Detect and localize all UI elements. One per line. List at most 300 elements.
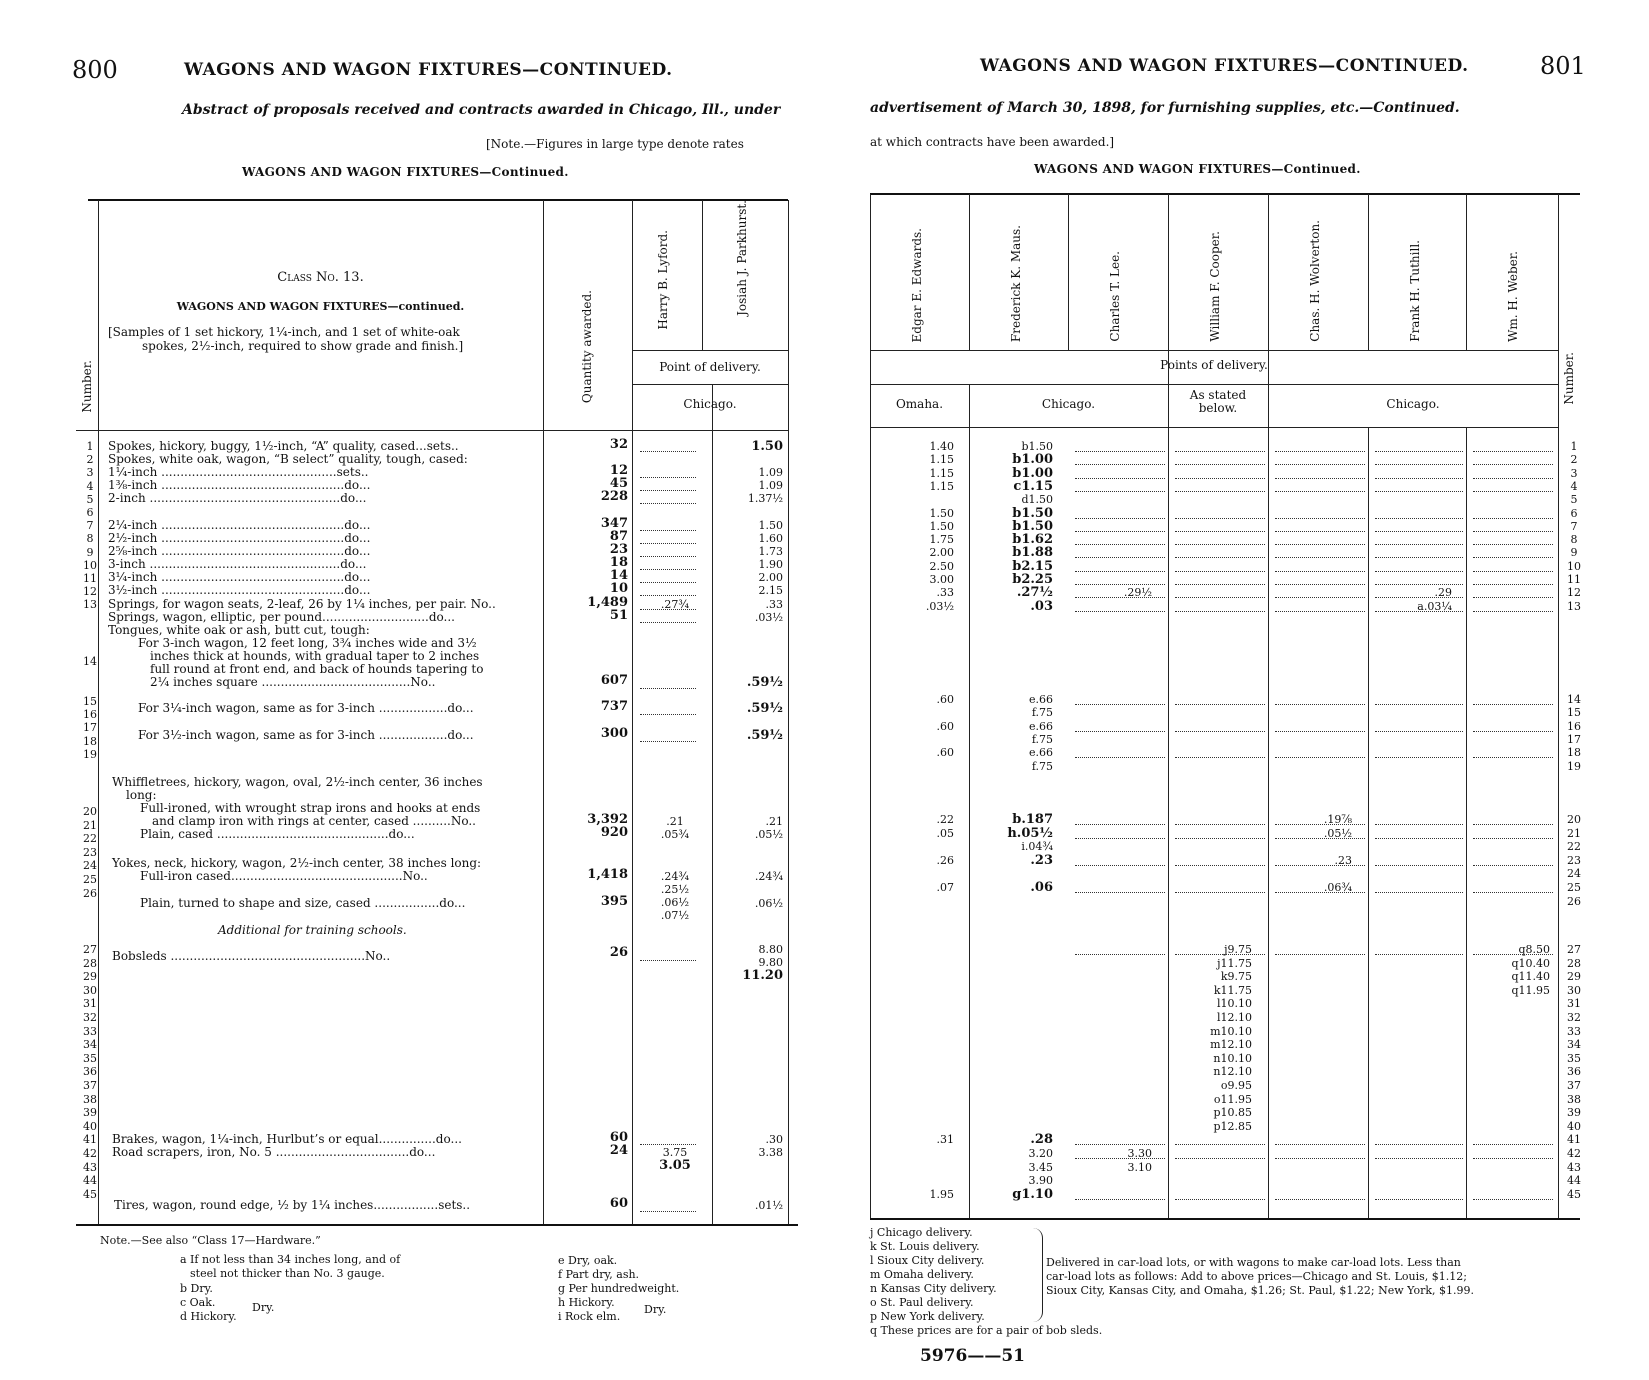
leader-dots (1075, 451, 1165, 452)
parkhurst-bid: 1.90 (758, 558, 783, 571)
leader-dots (1275, 731, 1365, 732)
lyford-bid: .27¾ (660, 598, 690, 611)
row-number: 40 (83, 1119, 97, 1133)
yokes-line-1: Yokes, neck, hickory, wagon, 2½-inch center, 38 inches long: (112, 856, 482, 870)
maus-bid: d1.50 (1021, 493, 1053, 507)
edwards-bid: .22 (936, 813, 954, 826)
parkhurst-bid: .33 (765, 598, 783, 611)
footnote-b: b Dry. (180, 1282, 213, 1295)
page-number-left: 800 (72, 56, 118, 84)
leader-dots (1375, 451, 1463, 452)
leader-dots (1075, 611, 1165, 612)
row-number: 31 (83, 997, 97, 1011)
row-number: 44 (83, 1174, 97, 1188)
row-number: 25 (1567, 881, 1581, 894)
cooper-bid: o9.95 (1220, 1079, 1252, 1092)
leader-dots (1375, 892, 1463, 893)
leader-dots (1473, 544, 1553, 545)
footnote-carload-1: Delivered in car-load lots, or with wagons to make car-load lots. Less than (1046, 1256, 1461, 1269)
row-number: 33 (83, 1024, 97, 1038)
leader-dots (1275, 865, 1365, 866)
advert-line: advertisement of March 30, 1898, for furnishing supplies, etc.—Continued. (870, 100, 1460, 116)
item-description: Spokes, white oak, wagon, “B select” quality, tough, cased: (108, 452, 468, 466)
col-rule (1168, 194, 1169, 1218)
row-number: 19 (1567, 759, 1581, 773)
edwards-bid: .31 (936, 1133, 954, 1147)
leader-dots (1275, 464, 1365, 465)
edwards-bid: .60 (936, 746, 954, 760)
lyford-bid: .06½ (660, 896, 690, 909)
row-number: 43 (83, 1160, 97, 1174)
leader-dots (1075, 464, 1165, 465)
leader-dots (1175, 557, 1265, 558)
row-number: 7 (1570, 519, 1578, 533)
cooper-bid: j11.75 (1217, 956, 1252, 970)
row-number: 27 (1567, 943, 1581, 956)
bidder-name: Chas. H. Wolverton. (1308, 220, 1322, 342)
footnote-k: k St. Louis delivery. (870, 1240, 980, 1253)
parkhurst-bid: .21 (765, 815, 783, 828)
cooper-bid: m10.10 (1210, 1024, 1252, 1038)
tuthill-bid: a.03¼ (1417, 599, 1452, 613)
item-description: For 3¼-inch wagon, same as for 3-inch ..................do... (138, 701, 474, 715)
leader-dots (1075, 584, 1165, 585)
col-quantity-label: Quantity awarded. (580, 290, 594, 404)
cooper-bid: l12.10 (1216, 1011, 1252, 1024)
awarded-line: at which contracts have been awarded.] (870, 135, 1115, 149)
parkhurst-bid: .03½ (754, 611, 783, 624)
running-head-right: WAGONS AND WAGON FIXTURES—CONTINUED. (980, 56, 1469, 76)
class-subtitle: WAGONS AND WAGON FIXTURES—continued. (176, 300, 465, 313)
omaha-label: Omaha. (895, 397, 944, 411)
table-top-rule (870, 193, 1580, 195)
leader-dots (640, 688, 696, 689)
whiffletrees-line-3: Full-ironed, with wrought strap irons and hooks at ends (140, 801, 481, 815)
row-number: 15 (83, 695, 97, 708)
leader-dots (1175, 838, 1265, 839)
item-description: Plain, turned to shape and size, cased .................do... (140, 896, 466, 910)
row-number: 18 (83, 734, 97, 748)
leader-dots (1375, 1144, 1463, 1145)
leader-dots (1175, 544, 1265, 545)
leader-dots (1175, 518, 1265, 519)
edwards-bid: 1.50 (929, 506, 954, 520)
samples-note-2: spokes, 2½-inch, required to show grade and finish.] (142, 339, 464, 353)
weber-bid: q11.95 (1511, 983, 1550, 997)
row-number: 21 (1567, 826, 1581, 840)
row-number: 1 (1570, 440, 1578, 453)
leader-dots (1473, 954, 1553, 955)
leader-dots (640, 595, 696, 596)
footnote-dry-2: Dry. (644, 1303, 667, 1316)
header-rule (76, 430, 788, 431)
row-number: 4 (1570, 479, 1578, 493)
leader-dots (640, 714, 696, 715)
leader-dots (1075, 954, 1165, 955)
leader-dots (1473, 597, 1553, 598)
row-number: 30 (1567, 983, 1581, 997)
col-rule (788, 200, 789, 1225)
leader-dots (1375, 557, 1463, 558)
item-description: Plain, cased .............................................do... (140, 827, 415, 841)
maus-bid: b2.25 (1012, 572, 1053, 587)
quantity-awarded: 920 (600, 825, 628, 840)
whiffletrees-line-1: Whiffletrees, hickory, wagon, oval, 2½-inch center, 36 inches (112, 775, 483, 789)
row-number: 45 (83, 1187, 97, 1201)
row-number: 16 (1567, 719, 1581, 733)
edwards-bid: 1.50 (929, 519, 954, 533)
leader-dots (1075, 704, 1165, 705)
row-number: 41 (1567, 1133, 1581, 1147)
quantity-awarded: 300 (600, 726, 628, 741)
leader-dots (1075, 557, 1165, 558)
wolverton-bid: .05½ (1323, 826, 1352, 840)
row-number: 38 (83, 1092, 97, 1106)
leader-dots (640, 622, 696, 623)
edwards-bid: 1.75 (929, 533, 954, 547)
maus-bid: .28 (1030, 1132, 1053, 1148)
footnote-d: d Hickory. (180, 1310, 237, 1323)
leader-dots (1375, 611, 1463, 612)
col-rule (702, 200, 703, 350)
leader-dots (1375, 571, 1463, 572)
leader-dots (1075, 757, 1165, 758)
maus-bid: b.187 (1012, 812, 1053, 827)
bidder-name: Wm. H. Weber. (1506, 251, 1520, 342)
row-number: 3 (86, 466, 94, 480)
leader-dots (1075, 892, 1165, 893)
maus-bid: .06 (1030, 880, 1053, 895)
row-number: 42 (1567, 1147, 1581, 1160)
item-description: Brakes, wagon, 1¼-inch, Hurlbut’s or equal...............do... (112, 1132, 462, 1146)
row-rule (870, 384, 1558, 385)
col-parkhurst-label: Josiah J. Parkhurst. (735, 200, 749, 316)
parkhurst-bid: 1.09 (758, 466, 783, 479)
row-number: 14 (83, 655, 97, 668)
cooper-bid: o11.95 (1213, 1092, 1252, 1106)
maus-bid: f.75 (1031, 732, 1053, 746)
item-description: 2-inch ..................................................do... (108, 491, 367, 505)
leader-dots (1075, 491, 1165, 492)
leader-dots (1473, 518, 1553, 519)
edwards-bid: 3.00 (929, 573, 954, 586)
lee-bid: 3.30 (1127, 1147, 1152, 1160)
leader-dots (1275, 704, 1365, 705)
leader-dots (1175, 1199, 1265, 1200)
row-number: 31 (1567, 997, 1581, 1011)
quantity-awarded: 45 (609, 476, 628, 491)
row-number: 24 (83, 859, 97, 873)
row-number: 39 (1567, 1106, 1581, 1120)
edwards-bid: 2.50 (929, 559, 954, 573)
quantity-awarded: 26 (609, 945, 628, 960)
parkhurst-bid: .01½ (754, 1199, 783, 1212)
leader-dots (640, 1211, 696, 1212)
col-rule (1466, 194, 1467, 350)
lee-bid: .29½ (1123, 586, 1152, 600)
chicago-label: Chicago. (683, 397, 737, 411)
col-rule (1368, 194, 1369, 350)
leader-dots (1375, 838, 1463, 839)
note-line: [Note.—Figures in large type denote rates (486, 137, 744, 151)
row-number: 3 (1570, 466, 1578, 480)
cooper-bid: l10.10 (1216, 997, 1252, 1011)
leader-dots (1075, 597, 1165, 598)
row-number: 29 (1567, 970, 1581, 984)
bidder-name: William F. Cooper. (1208, 231, 1222, 342)
row-number: 17 (83, 721, 97, 735)
col-rule (969, 194, 970, 350)
leader-dots (1375, 731, 1463, 732)
col-rule (632, 200, 633, 1225)
row-number: 20 (83, 805, 97, 818)
parkhurst-bid: 1.37½ (747, 492, 783, 505)
row-number: 27 (83, 943, 97, 956)
leader-dots (1175, 704, 1265, 705)
row-number: 1 (86, 440, 94, 453)
parkhurst-bid: 2.15 (758, 584, 783, 597)
row-number: 20 (1567, 813, 1581, 826)
parkhurst-bid: 2.00 (758, 571, 783, 584)
edwards-bid: .26 (936, 853, 954, 867)
tongues-line-1: For 3-inch wagon, 12 feet long, 3¾ inches wide and 3½ (138, 636, 477, 650)
signature-mark: 5976——51 (920, 1346, 1025, 1366)
point-delivery-label: Point of delivery. (659, 360, 761, 374)
maus-bid: c1.15 (1013, 478, 1053, 494)
leader-dots (640, 569, 696, 570)
leader-dots (1175, 1158, 1265, 1159)
maus-bid: i.04¾ (1021, 840, 1053, 854)
row-number: 2 (86, 453, 94, 467)
row-number: 32 (1567, 1011, 1581, 1024)
leader-dots (1473, 491, 1553, 492)
row-number: 32 (83, 1011, 97, 1024)
leader-dots (640, 530, 696, 531)
row-number: 8 (1570, 533, 1578, 547)
leader-dots (1175, 531, 1265, 532)
row-number: 17 (1567, 732, 1581, 746)
additional-heading: Additional for training schools. (218, 923, 407, 937)
leader-dots (1175, 491, 1265, 492)
leader-dots (1473, 464, 1553, 465)
parkhurst-bid: .30 (765, 1133, 783, 1146)
row-number: 39 (83, 1106, 97, 1120)
item-description: 1⅜-inch ................................................do... (108, 478, 371, 492)
row-number: 34 (83, 1038, 97, 1052)
quantity-awarded: 228 (600, 489, 628, 504)
row-rule (870, 350, 1558, 351)
leader-dots (1175, 954, 1265, 955)
wolverton-bid: .06¾ (1323, 881, 1352, 894)
row-number: 35 (83, 1051, 97, 1065)
footnote-see: Note.—See also “Class 17—Hardware.” (100, 1234, 321, 1247)
table-bottom-rule (870, 1218, 1580, 1220)
maus-bid: b1.50 (1012, 518, 1053, 534)
leader-dots (1473, 584, 1553, 585)
cooper-bid: k9.75 (1220, 970, 1252, 984)
leader-dots (640, 741, 696, 742)
quantity-awarded: 24 (609, 1143, 628, 1158)
maus-bid: b1.50 (1021, 440, 1053, 453)
section-title-left: WAGONS AND WAGON FIXTURES—Continued. (242, 165, 569, 179)
leader-dots (1175, 824, 1265, 825)
yokes-line-2: Full-iron cased.............................................No.. (140, 869, 428, 883)
quantity-awarded: 18 (609, 555, 628, 570)
maus-bid: f.75 (1031, 759, 1053, 773)
leader-dots (1275, 518, 1365, 519)
leader-dots (1275, 597, 1365, 598)
edwards-bid: 1.15 (929, 466, 954, 480)
quantity-awarded: 51 (609, 608, 628, 623)
leader-dots (1175, 731, 1265, 732)
row-number: 18 (1567, 746, 1581, 760)
footnote-h: h Hickory. (558, 1296, 615, 1309)
maus-bid: 3.45 (1028, 1160, 1053, 1174)
parkhurst-bid: 1.50 (751, 439, 783, 454)
row-number: 38 (1567, 1092, 1581, 1106)
quantity-awarded: 23 (609, 542, 628, 557)
leader-dots (1075, 1199, 1165, 1200)
row-number: 8 (86, 532, 94, 546)
cooper-bid: n10.10 (1213, 1051, 1252, 1065)
maus-bid: .27½ (1016, 585, 1053, 601)
tuthill-bid: .29 (1434, 586, 1452, 600)
footnote-brace (1032, 1228, 1043, 1322)
row-number: 5 (1570, 493, 1578, 507)
leader-dots (1275, 531, 1365, 532)
maus-bid: e.66 (1028, 719, 1053, 733)
cooper-bid: m12.10 (1210, 1038, 1252, 1052)
edwards-bid: .33 (936, 586, 954, 600)
leader-dots (1275, 557, 1365, 558)
row-rule (632, 384, 788, 385)
lyford-bid: .21 (666, 815, 684, 828)
row-number: 28 (1567, 956, 1581, 970)
leader-dots (1275, 824, 1365, 825)
item-description: 2½-inch ................................................do... (108, 531, 371, 545)
edwards-bid: .05 (936, 826, 954, 840)
table-bottom-rule (76, 1224, 798, 1226)
quantity-awarded: 347 (600, 516, 628, 531)
leader-dots (1275, 757, 1365, 758)
leader-dots (1375, 518, 1463, 519)
edwards-bid: 1.15 (929, 479, 954, 493)
chicago-label-2: Chicago. (1386, 397, 1440, 411)
row-number: 21 (83, 818, 97, 832)
item-description: Spokes, hickory, buggy, 1½-inch, “A” quality, cased...sets.. (108, 439, 459, 453)
header-rule (870, 427, 1558, 428)
row-number: 41 (83, 1133, 97, 1147)
item-description: 3¼-inch ................................................do... (108, 570, 371, 584)
row-number: 37 (83, 1079, 97, 1092)
row-number: 25 (83, 873, 97, 886)
leader-dots (1075, 544, 1165, 545)
running-head-left: WAGONS AND WAGON FIXTURES—CONTINUED. (184, 60, 673, 80)
whiffletrees-line-2: long: (126, 788, 157, 802)
table-top-rule (88, 199, 788, 201)
footnote-f: f Part dry, ash. (558, 1268, 640, 1281)
col-rule (1466, 427, 1467, 1218)
leader-dots (1275, 544, 1365, 545)
row-number: 24 (1567, 867, 1581, 881)
cooper-bid: p12.85 (1213, 1119, 1252, 1133)
row-number: 6 (1570, 506, 1578, 520)
quantity-awarded: 12 (609, 463, 628, 478)
leader-dots (1275, 611, 1365, 612)
footnote-q: q These prices are for a pair of bob sleds. (870, 1324, 1103, 1337)
tongues-intro: Tongues, white oak or ash, butt cut, tough: (108, 623, 370, 637)
row-number: 14 (1567, 693, 1581, 706)
row-number: 15 (1567, 706, 1581, 720)
maus-bid: b1.62 (1012, 532, 1053, 548)
quantity-awarded: 737 (600, 699, 628, 714)
col-rule (712, 385, 713, 1225)
points-delivery-label: Points of delivery. (1160, 358, 1268, 372)
edwards-bid: .60 (936, 719, 954, 733)
leader-dots (1175, 757, 1265, 758)
leader-dots (1375, 544, 1463, 545)
leader-dots (640, 543, 696, 544)
edwards-bid: .60 (936, 693, 954, 706)
parkhurst-bid: 1.60 (758, 532, 783, 545)
leader-dots (640, 503, 696, 504)
leader-dots (1275, 478, 1365, 479)
row-rule (632, 350, 788, 351)
weber-bid: q11.40 (1511, 970, 1550, 984)
leader-dots (1275, 571, 1365, 572)
parkhurst-bid: .59½ (746, 701, 783, 716)
leader-dots (1375, 531, 1463, 532)
leader-dots (1375, 1158, 1463, 1159)
row-number: 6 (86, 506, 94, 519)
maus-bid: 3.20 (1028, 1147, 1053, 1160)
whiffletrees-line-4: and clamp iron with rings at center, cased ..........No.. (152, 814, 476, 828)
quantity-awarded: 1,489 (587, 595, 628, 610)
leader-dots (1175, 478, 1265, 479)
row-number: 43 (1567, 1160, 1581, 1174)
cooper-bid: k11.75 (1213, 983, 1252, 997)
leader-dots (1275, 584, 1365, 585)
leader-dots (1473, 757, 1553, 758)
lee-bid: 3.10 (1127, 1160, 1152, 1174)
leader-dots (1175, 597, 1265, 598)
leader-dots (640, 477, 696, 478)
bidder-name: Charles T. Lee. (1108, 251, 1122, 342)
leader-dots (1473, 892, 1553, 893)
item-description: 3-inch ..................................................do... (108, 557, 367, 571)
row-number: 40 (1567, 1119, 1581, 1133)
footnote-g: g Per hundredweight. (558, 1282, 680, 1295)
row-number: 23 (83, 845, 97, 859)
leader-dots (1375, 1199, 1463, 1200)
quantity-awarded: 87 (609, 529, 628, 544)
tongues-line-3: full round at front end, and back of hounds tapering to (150, 662, 484, 676)
item-description: Bobsleds ...................................................No.. (112, 949, 391, 963)
leader-dots (1275, 954, 1365, 955)
quantity-awarded: 3,392 (587, 812, 628, 827)
cooper-bid: p10.85 (1213, 1106, 1252, 1120)
leader-dots (1473, 704, 1553, 705)
row-number: 16 (83, 708, 97, 722)
maus-bid: b1.00 (1012, 465, 1053, 481)
row-number: 36 (1567, 1065, 1581, 1079)
class-title: Class No. 13. (277, 270, 364, 285)
row-number: 13 (1567, 599, 1581, 613)
lyford-bid: .24¾ (660, 870, 690, 883)
col-rule (543, 200, 544, 1225)
maus-bid: b1.00 (1012, 452, 1053, 468)
item-description: For 3½-inch wagon, same as for 3-inch ..................do... (138, 728, 474, 742)
